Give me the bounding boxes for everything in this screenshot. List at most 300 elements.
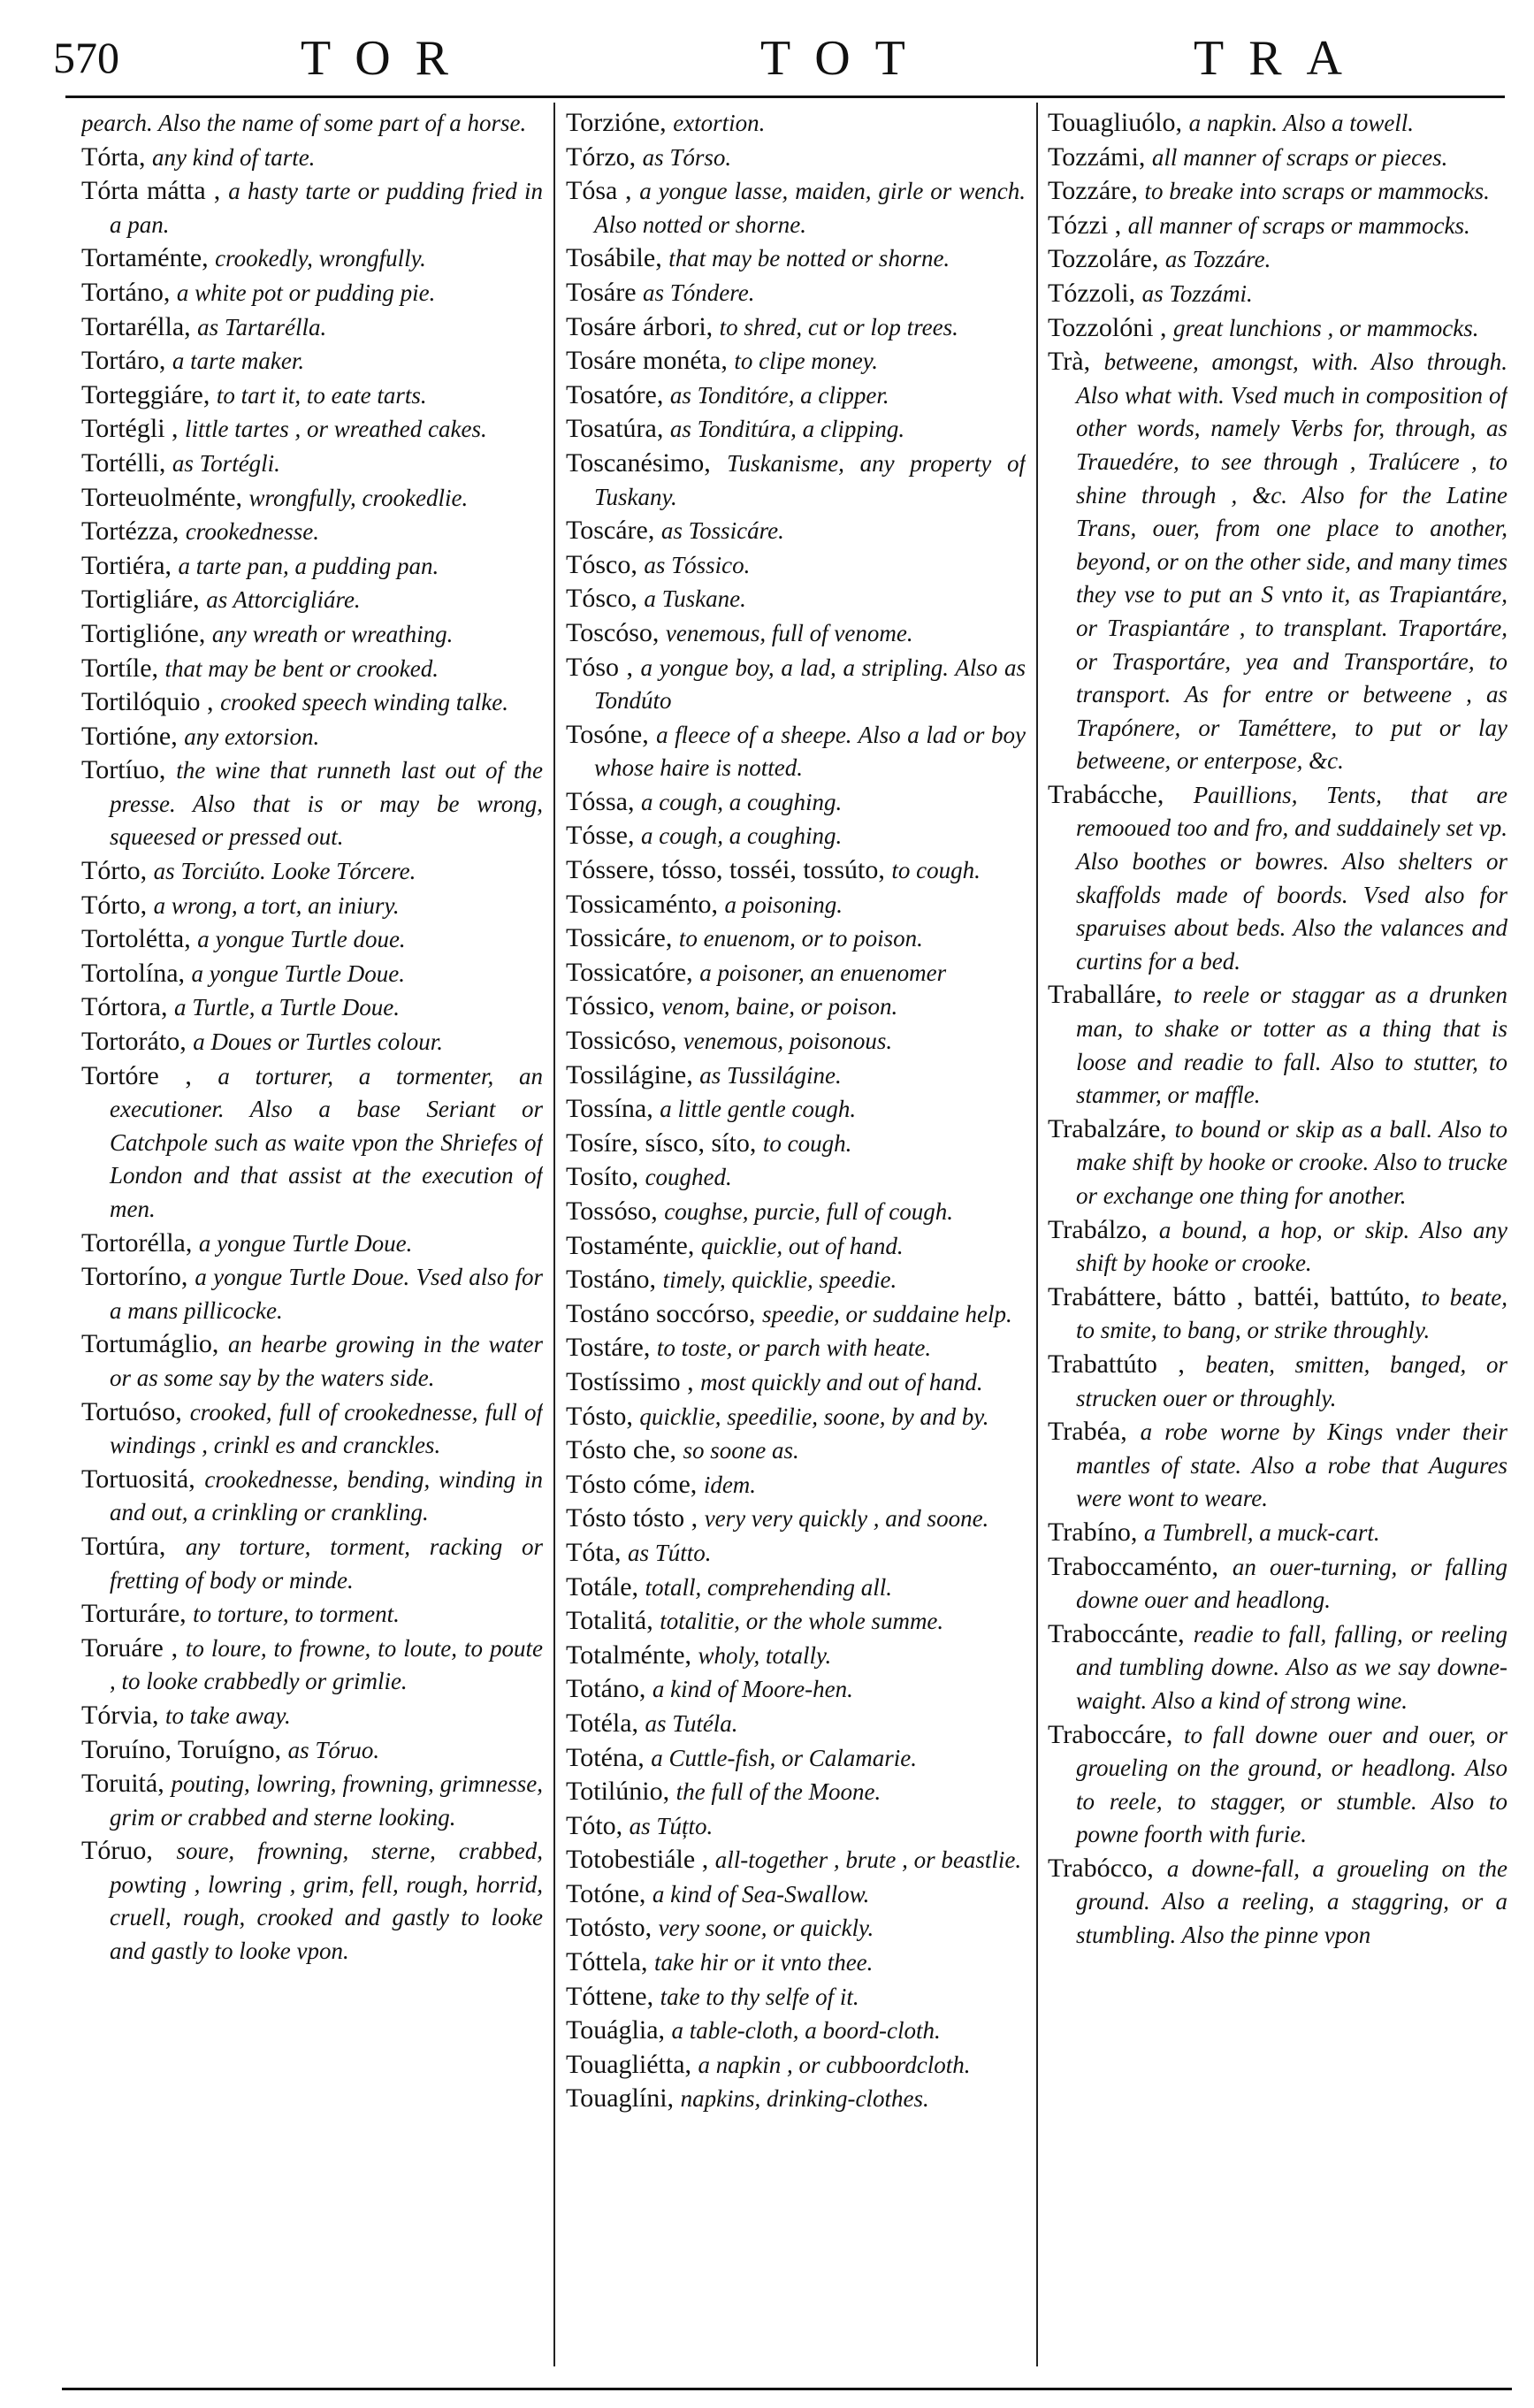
entry-definition: any extorsion.: [184, 722, 320, 750]
entry-headword: Tósto,: [566, 1401, 640, 1431]
entry-definition: a wrong, a tort, an iniury.: [153, 891, 400, 919]
entry-headword: Tozzolóni ,: [1048, 312, 1174, 342]
entry-headword: Tortigliáre,: [81, 585, 207, 615]
dictionary-entry: [1048, 209, 1507, 243]
entry-headword: Totále,: [566, 1571, 645, 1602]
header-rule: [65, 96, 1505, 98]
entry-definition: as Tozzámi.: [1141, 279, 1253, 307]
entry-headword: Tortiglióne,: [81, 618, 212, 648]
entry-definition: as Tonditúra, a clipping.: [669, 416, 905, 443]
entry-headword: Trà,: [1048, 347, 1104, 377]
entry-definition: a table-cloth, a boord-cloth.: [671, 2017, 941, 2045]
entry-definition: a hasty tarte or pudding fried in a pan.: [110, 178, 543, 238]
entry-headword: Tostáno soccórso,: [566, 1298, 763, 1328]
dictionary-entry: [566, 1809, 1026, 1844]
dictionary-entry: [1048, 1280, 1507, 1348]
dictionary-entry: [566, 1980, 1026, 2014]
entry-headword: Tóto,: [566, 1810, 630, 1840]
entry-definition: coughed.: [645, 1164, 732, 1191]
entry-definition: a napkin , or cubboordcloth.: [698, 2051, 971, 2078]
dictionary-entry: [566, 1468, 1026, 1502]
entry-headword: Tóruo,: [81, 1836, 177, 1866]
entry-headword: Tósto tósto ,: [566, 1503, 705, 1533]
dictionary-entry: [81, 481, 543, 516]
entry-headword: Trabíno,: [1048, 1517, 1144, 1547]
entry-headword: Tosáre árbori,: [566, 311, 720, 341]
entry-definition: a poisoning.: [724, 891, 843, 918]
dictionary-entry: [1048, 1213, 1507, 1280]
dictionary-entry: [81, 720, 543, 754]
dictionary-entry: [566, 310, 1026, 345]
dictionary-entry: [566, 1877, 1026, 1912]
dictionary-entry: [566, 1059, 1026, 1093]
entry-headword: Tortíuo,: [81, 755, 177, 785]
entry-definition: a kind of Moore-hen.: [652, 1676, 853, 1703]
entry-definition: to shred, cut or lop trees.: [719, 313, 958, 340]
entry-definition: crookednesse.: [185, 518, 320, 546]
dictionary-entry: [566, 1400, 1026, 1434]
entry-headword: Tostáre,: [566, 1333, 657, 1363]
dictionary-entry: [81, 1463, 543, 1530]
dictionary-entry: [1048, 1516, 1507, 1550]
entry-headword: Tortuositá,: [81, 1464, 205, 1494]
dictionary-entry: [566, 1775, 1026, 1809]
dictionary-entry: [1048, 174, 1507, 209]
dictionary-entry: [81, 310, 543, 345]
dictionary-entry: [81, 174, 543, 241]
entry-definition: a Tumbrell, a muck-cart.: [1143, 1518, 1380, 1546]
entry-headword: Tortarélla,: [81, 311, 198, 341]
entry-definition: wrongfully, crookedlie.: [248, 484, 469, 511]
entry-definition: venemous, poisonous.: [683, 1028, 893, 1055]
entry-headword: Tosatóre,: [566, 379, 670, 409]
entry-headword: Totóne,: [566, 1878, 653, 1908]
entry-definition: a yongue Turtle Doue.: [198, 1229, 413, 1257]
dictionary-entry: [566, 1127, 1026, 1161]
entry-headword: Tozzoláre,: [1048, 244, 1165, 274]
entry-headword: Trabálzo,: [1048, 1214, 1159, 1244]
dictionary-entry: [81, 1260, 543, 1327]
dictionary-entry: [1048, 141, 1507, 175]
entry-definition: all manner of scraps or pieces.: [1151, 143, 1448, 171]
dictionary-entry: [566, 1571, 1026, 1605]
dictionary-entry: [81, 276, 543, 310]
entry-definition: to loure, to frowne, to loute, to poute , to looke crabbedly or grimlie.: [110, 1634, 543, 1695]
entry-definition: venom, baine, or poison.: [661, 993, 898, 1021]
dictionary-entry: [566, 241, 1026, 276]
entry-headword: Toscanésimo,: [566, 447, 728, 478]
entry-definition: to toste, or parch with heate.: [656, 1334, 932, 1362]
dictionary-entry: [566, 1707, 1026, 1741]
entry-definition: crookedly, wrongfully.: [215, 245, 426, 272]
entry-headword: Trabéa,: [1048, 1417, 1141, 1447]
column-divider: [1036, 103, 1038, 2366]
entry-headword: Tortáno,: [81, 277, 177, 307]
entry-definition: crooked speech winding talke.: [220, 689, 508, 716]
entry-headword: Tortuóso,: [81, 1396, 190, 1426]
entry-definition: a Tuskane.: [644, 585, 746, 613]
dictionary-entry: [1048, 311, 1507, 346]
entry-headword: Tózzi ,: [1048, 210, 1128, 240]
entry-definition: to bound or skip as a ball. Also to make shift by hooke or crooke. Also to trucke or exchange one thing for another.: [1076, 1115, 1507, 1209]
entry-headword: Tossicóso,: [566, 1026, 683, 1056]
entry-definition: as Túțto.: [629, 1812, 714, 1839]
entry-headword: Toscóso,: [566, 617, 666, 647]
entry-definition: as Tussilágine.: [699, 1061, 842, 1089]
dictionary-entry: [81, 1767, 543, 1834]
entry-definition: pouting, lowring, frowning, grimnesse, grim or crabbed and sterne looking.: [110, 1770, 543, 1831]
entry-definition: as Torciúto. Looke Tórcere.: [153, 858, 416, 885]
column-1: [81, 106, 543, 2370]
entry-headword: Trabalzáre,: [1048, 1113, 1175, 1143]
entry-headword: Tósto cóme,: [566, 1469, 704, 1499]
entry-definition: quicklie, out of hand.: [700, 1232, 904, 1259]
entry-headword: Tostíssimo ,: [566, 1366, 701, 1396]
entry-headword: Tosáre: [566, 277, 644, 307]
dictionary-entry: [81, 1395, 543, 1463]
dictionary-entry: [566, 2048, 1026, 2083]
dictionary-entry: [81, 241, 543, 276]
entry-definition: a tarte maker.: [172, 348, 305, 375]
dictionary-entry: [566, 412, 1026, 447]
entry-headword: Tortóre ,: [81, 1060, 218, 1090]
dictionary-entry: [81, 447, 543, 481]
dictionary-entry: [1048, 1718, 1507, 1852]
dictionary-entry: [566, 1229, 1026, 1264]
entry-definition: totalitie, or the whole summe.: [660, 1608, 944, 1635]
dictionary-entry: [566, 1365, 1026, 1400]
entry-headword: Tórta mátta ,: [81, 176, 229, 206]
entry-definition: most quickly and out of hand.: [700, 1368, 983, 1395]
dictionary-entry: [566, 1502, 1026, 1536]
entry-headword: Toscáre,: [566, 516, 661, 546]
entry-definition: as Tóruo.: [287, 1736, 380, 1763]
dictionary-entry: [566, 888, 1026, 922]
entry-headword: Tortumáglio,: [81, 1329, 229, 1359]
entry-definition: a cough, a coughing.: [641, 822, 843, 850]
page-number: 570: [53, 33, 119, 82]
entry-definition: a robe worne by Kings vnder their mantles of state. Also a robe that Augures were wont to weare.: [1076, 1418, 1507, 1512]
entry-definition: as Tonditóre, a clipper.: [669, 381, 889, 409]
dictionary-entry: [81, 583, 543, 617]
dictionary-entry: [1048, 106, 1507, 141]
dictionary-entry: [566, 1331, 1026, 1365]
entry-headword: Toruáre ,: [81, 1632, 186, 1663]
dictionary-entry: [1048, 1415, 1507, 1516]
dictionary-entry: [81, 1699, 543, 1733]
entry-definition: to reele or staggar as a drunken man, to shake or totter as a thing that is loose and readie to fall. Also to stutter, to stammer, or maffle.: [1076, 982, 1507, 1109]
entry-headword: Tortiéra,: [81, 550, 179, 580]
dictionary-entry: [566, 990, 1026, 1024]
entry-headword: Tóttela,: [566, 1947, 654, 1977]
entry-headword: Tórta,: [81, 141, 152, 172]
dictionary-entry: [566, 853, 1026, 888]
entry-definition: to torture, to torment.: [193, 1601, 400, 1628]
entry-definition: a yongue lasse, maiden, girle or wench. Also notted or shorne.: [594, 178, 1026, 238]
entry-definition: extortion.: [673, 110, 766, 136]
entry-headword: Torturáre,: [81, 1599, 194, 1629]
dictionary-entry: [566, 1263, 1026, 1297]
entry-headword: Tostaménte,: [566, 1230, 701, 1260]
entry-definition: beaten, smitten, banged, or strucken ouer or throughly.: [1076, 1350, 1507, 1411]
entry-headword: Touaglíni,: [566, 2083, 681, 2114]
entry-headword: Tortíle,: [81, 653, 165, 683]
entry-headword: Tortoríno,: [81, 1262, 195, 1292]
entry-headword: Tosíre, sísco, síto,: [566, 1128, 763, 1158]
entry-definition: speedie, or suddaine help.: [762, 1300, 1012, 1327]
dictionary-entry: [81, 412, 543, 447]
entry-definition: an hearbe growing in the water or as some say by the waters side.: [110, 1331, 543, 1391]
dictionary-entry: [566, 548, 1026, 583]
dictionary-entry: [81, 922, 543, 957]
entry-definition: to cough.: [762, 1129, 852, 1157]
entry-definition: to cough.: [891, 857, 981, 884]
entry-definition: very very quickly , and soone.: [704, 1505, 989, 1533]
dictionary-entry: [81, 685, 543, 720]
entry-definition: to beate, to smite, to bang, or strike throughly.: [1076, 1283, 1507, 1344]
dictionary-entry: [566, 378, 1026, 413]
entry-definition: a kind of Sea-Swallow.: [652, 1880, 870, 1907]
entry-headword: Touagliétta,: [566, 2049, 698, 2079]
entry-definition: a yongue boy, a lad, a stripling. Also as Tondúto: [594, 654, 1026, 715]
entry-definition: quicklie, speedilie, soone, by and by.: [639, 1403, 989, 1430]
entry-definition: coughse, purcie, full of cough.: [664, 1198, 953, 1225]
dictionary-entry: [81, 515, 543, 549]
dictionary-entry: [566, 785, 1026, 820]
entry-definition: that may be notted or shorne.: [668, 245, 950, 272]
dictionary-entry: [81, 1025, 543, 1059]
entry-headword: Tossilágine,: [566, 1059, 700, 1089]
dictionary-entry: [566, 141, 1026, 175]
dictionary-entry: [1048, 242, 1507, 277]
entry-headword: Trabócco,: [1048, 1853, 1167, 1883]
entry-headword: Tósse,: [566, 821, 641, 851]
entry-definition: any torture, torment, racking or fretting of body or minde.: [110, 1533, 543, 1594]
entry-headword: Torteggiáre,: [81, 379, 217, 409]
entry-headword: Tozzáre,: [1048, 176, 1145, 206]
entry-definition: Tuskanisme, any property of Tuskany.: [594, 449, 1026, 510]
entry-headword: Torteuolménte,: [81, 482, 249, 512]
entry-definition: as Tóndere.: [643, 279, 755, 306]
entry-headword: Tortaménte,: [81, 243, 216, 273]
dictionary-entry: [566, 582, 1026, 616]
running-header: [53, 25, 1512, 101]
entry-headword: Tósco,: [566, 584, 645, 614]
guide-word-right: TRA: [1194, 31, 1367, 86]
dictionary-entry: [81, 854, 543, 889]
dictionary-entry: [81, 549, 543, 584]
entry-headword: Tortoráto,: [81, 1027, 194, 1057]
entry-definition: all manner of scraps or mammocks.: [1127, 211, 1470, 239]
entry-headword: Tóta,: [566, 1537, 628, 1567]
dictionary-entry: [81, 1227, 543, 1261]
entry-headword: Tósto che,: [566, 1435, 683, 1465]
entry-definition: as Tartarélla.: [197, 313, 327, 340]
dictionary-entry: [566, 956, 1026, 990]
entry-definition: readie to fall, falling, or reeling and tumbling downe. Also as we say downe-waight. Also a kind of strong wine.: [1076, 1620, 1507, 1714]
entry-headword: Tórvia,: [81, 1700, 165, 1730]
entry-headword: Tossicáre,: [566, 923, 679, 953]
entry-headword: Tossína,: [566, 1094, 660, 1124]
entry-definition: an ouer-turning, or falling downe ouer and headlong.: [1076, 1553, 1507, 1614]
entry-definition: to clipe money.: [734, 348, 879, 375]
entry-definition: all-together , brute , or beastlie.: [714, 1846, 1022, 1874]
entry-definition: as Tozzáre.: [1164, 246, 1271, 273]
column-divider: [553, 103, 555, 2366]
dictionary-entry: [566, 1672, 1026, 1707]
entry-headword: Tozzámi,: [1048, 141, 1152, 172]
dictionary-entry: [1048, 1550, 1507, 1617]
entry-definition: pearch. Also the name of some part of a horse.: [81, 110, 527, 136]
dictionary-entry: [566, 1843, 1026, 1877]
dictionary-entry: [566, 447, 1026, 514]
entry-definition: take hir or it vnto thee.: [653, 1949, 874, 1976]
entry-definition: a cough, a coughing.: [641, 788, 843, 815]
entry-headword: Tosatúra,: [566, 414, 670, 444]
entry-headword: Trabácche,: [1048, 779, 1194, 809]
dictionary-entry: [1048, 778, 1507, 979]
guide-word-left: TOR: [301, 31, 473, 86]
entry-definition: crookednesse, bending, winding in and out, a crinkling or crankling.: [110, 1465, 543, 1526]
entry-definition: any kind of tarte.: [151, 143, 316, 171]
entry-headword: Tósco,: [566, 549, 645, 579]
entry-headword: Tostáno,: [566, 1265, 663, 1295]
entry-definition: any wreath or wreathing.: [211, 620, 454, 647]
entry-headword: Tóssere, tósso, tosséi, tossúto,: [566, 855, 892, 885]
entry-definition: very soone, or quickly.: [658, 1915, 874, 1942]
entry-definition: to enuenom, or to poison.: [678, 925, 923, 952]
dictionary-entry: [566, 1433, 1026, 1468]
dictionary-entry: [1048, 1617, 1507, 1718]
entry-headword: Tossicaménto,: [566, 889, 725, 919]
entry-headword: Tóso ,: [566, 652, 641, 682]
entry-headword: Tóssa,: [566, 786, 641, 816]
entry-headword: Tosábile,: [566, 243, 669, 273]
entry-definition: a tarte pan, a pudding pan.: [178, 552, 439, 579]
dictionary-entry: [566, 106, 1026, 141]
dictionary-entry: [81, 753, 543, 854]
dictionary-entry: [566, 1639, 1026, 1673]
dictionary-entry: [81, 957, 543, 991]
entry-headword: Totósto,: [566, 1913, 659, 1943]
entry-headword: Tórtora,: [81, 992, 174, 1022]
entry-definition: a napkin. Also a towell.: [1188, 110, 1415, 136]
entry-definition: a Cuttle-fish, or Calamarie.: [651, 1744, 917, 1771]
entry-definition: wholy, totally.: [698, 1641, 832, 1669]
entry-definition: crooked, full of crookednesse, full of windings , crinkl es and cranckles.: [110, 1398, 543, 1459]
entry-headword: Tortióne,: [81, 721, 185, 751]
dictionary-entry: [1048, 978, 1507, 1112]
dictionary-entry: [566, 718, 1026, 785]
dictionary-entry: [81, 652, 543, 686]
dictionary-entry: [566, 921, 1026, 956]
dictionary-entry: [81, 1327, 543, 1395]
entry-definition: a yongue Turtle Doue.: [191, 959, 406, 987]
entry-headword: Trabáttere, bátto , battéi, battúto,: [1048, 1281, 1422, 1311]
entry-definition: as Tórso.: [642, 143, 732, 171]
entry-definition: to take away.: [164, 1701, 291, 1729]
entry-headword: Tózzoli,: [1048, 278, 1142, 308]
entry-definition: to fall downe ouer and ouer, or groueling on the ground, or headlong. Also to reele, to stagger, or stumble. Also to powne foorth with furie.: [1076, 1721, 1507, 1848]
entry-definition: as Tutéla.: [645, 1709, 738, 1737]
entry-headword: Tósa ,: [566, 176, 640, 206]
entry-headword: Touagliuólo,: [1048, 108, 1189, 137]
entry-headword: Tosíto,: [566, 1162, 645, 1192]
dictionary-entry: [566, 174, 1026, 241]
entry-headword: Touáglia,: [566, 2015, 672, 2045]
entry-definition: idem.: [703, 1471, 757, 1498]
dictionary-entry: [566, 2082, 1026, 2116]
dictionary-entry: [566, 1911, 1026, 1946]
dictionary-entry: [566, 651, 1026, 718]
entry-definition: take to thy selfe of it.: [660, 1983, 859, 2010]
dictionary-entry: [81, 1733, 543, 1768]
entry-definition: napkins, drinking-clothes.: [680, 2085, 929, 2113]
entry-headword: Traballáre,: [1048, 980, 1174, 1010]
entry-definition: as Tóssico.: [644, 551, 751, 578]
entry-headword: Tóssico,: [566, 991, 662, 1021]
entry-definition: timely, quicklie, speedie.: [662, 1266, 897, 1294]
entry-headword: Tortorélla,: [81, 1227, 199, 1258]
entry-definition: as Tútto.: [627, 1539, 712, 1566]
entry-headword: Totobestiále ,: [566, 1845, 715, 1875]
entry-definition: great lunchions , or mammocks.: [1173, 314, 1479, 341]
entry-headword: Tortézza,: [81, 516, 186, 547]
entry-definition: a Doues or Turtles colour.: [193, 1028, 443, 1056]
entry-definition: so soone as.: [683, 1437, 799, 1464]
entry-definition: a little gentle cough.: [660, 1096, 857, 1123]
entry-headword: Tórto,: [81, 856, 154, 886]
dictionary-entry: [81, 889, 543, 923]
dictionary-entry: [1048, 1112, 1507, 1213]
dictionary-entry: [566, 1195, 1026, 1229]
dictionary-entry: [566, 616, 1026, 651]
entry-headword: Tórto,: [81, 890, 154, 920]
entry-definition: as Tossicáre.: [660, 517, 784, 545]
guide-word-center: TOT: [760, 31, 930, 86]
dictionary-entry: [566, 1297, 1026, 1332]
dictionary-entry: [81, 1632, 543, 1699]
entry-definition: venemous, full of venome.: [665, 619, 913, 646]
dictionary-entry: [1048, 1348, 1507, 1415]
dictionary-entry: [81, 378, 543, 413]
entry-headword: Tortélli,: [81, 447, 172, 478]
dictionary-entry: [566, 1604, 1026, 1639]
entry-headword: Traboccáre,: [1048, 1719, 1184, 1749]
dictionary-entry: [81, 141, 543, 175]
entry-definition: Pauillions, Tents, that are remooued too and fro, and suddainely set vp. Also boothes or bowres. Also shelters or skaffolds made of boords. Vsed also for sparuises about beds. Also the valances and curtins for a bed.: [1076, 781, 1507, 975]
entry-headword: Tortolína,: [81, 958, 192, 988]
entry-definition: a downe-fall, a groueling on the ground. Also a reeling, a staggring, or a stumbling. Also the pinne vpon: [1076, 1854, 1507, 1949]
entry-definition: a poisoner, an enuenomer: [699, 959, 947, 986]
entry-definition: a torturer, a tormenter, an executioner. Also a base Seriant or Catchpole such as waite vpon the Shriefes of London and that assist at the execution of men.: [110, 1062, 543, 1222]
entry-headword: Totilúnio,: [566, 1777, 676, 1807]
entry-definition: soure, frowning, sterne, crabbed, powting , lowring , grim, fell, rough, horrid, cruell, rough, crooked and gastly to looke and gastly to looke vpon.: [110, 1838, 543, 1965]
column-2: [566, 106, 1026, 2370]
entry-headword: Toruíno, Toruígno,: [81, 1734, 288, 1764]
dictionary-entry: [81, 1834, 543, 1968]
dictionary-entry: [81, 990, 543, 1025]
entry-headword: Trabattúto ,: [1048, 1349, 1206, 1379]
entry-definition: a yongue Turtle Doue. Vsed also for a mans pillicocke.: [110, 1264, 543, 1324]
entry-definition: as Attorcigliáre.: [206, 586, 361, 614]
dictionary-entry: [566, 1946, 1026, 1980]
dictionary-entry: [566, 1024, 1026, 1059]
entry-headword: Totáno,: [566, 1674, 653, 1704]
entry-headword: Totéla,: [566, 1708, 645, 1738]
dictionary-entry: [81, 344, 543, 378]
entry-headword: Toruitá,: [81, 1769, 172, 1799]
